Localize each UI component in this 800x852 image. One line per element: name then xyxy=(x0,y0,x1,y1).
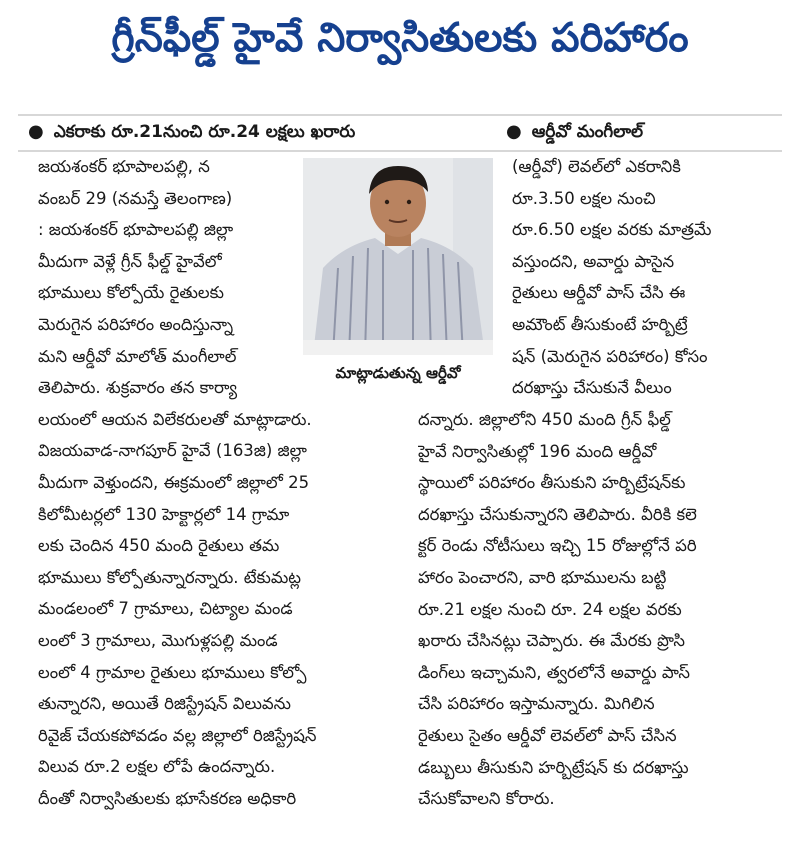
text-line: దరఖాస్తు చేసుకున్నారని తెలిపారు. వీరికి కలె xyxy=(418,504,697,524)
text-line: క్టర్ రెండు నోటీసులు ఇచ్చి 15 రోజుల్లోనే పరి xyxy=(418,536,697,556)
text-line: (ఆర్డీవో) లెవల్‌లో ఎకరానికి xyxy=(512,157,681,176)
text-line: రూ.21 లక్షల నుంచి రూ. 24 లక్షల వరకు xyxy=(418,599,682,619)
subheading-2 xyxy=(506,118,643,146)
text-line: వంబర్ 29 (నమస్తే తెలంగాణ) xyxy=(38,188,233,208)
text-line: షన్ (మెరుగైన పరిహారం) కోసం xyxy=(512,346,708,366)
text-line: హైవే నిర్వాసితుల్లో 196 మంది ఆర్డీవో xyxy=(418,441,657,461)
text-line: రూ.6.50 లక్షల వరకు మాత్రమే xyxy=(512,220,712,240)
text-line: జయశంకర్ భూపాలపల్లి, న xyxy=(38,157,210,176)
text-line: మండలంలో 7 గ్రామాలు, చిట్యాల మండ xyxy=(38,599,293,619)
headline: గ్రీన్‌ఫీల్డ్ హైవే నిర్వాసితులకు పరిహారం xyxy=(111,15,689,61)
text-line: రూ.3.50 లక్షల నుంచి xyxy=(512,188,656,208)
text-line: తెలిపారు. శుక్రవారం తన కార్యా xyxy=(38,378,237,398)
text-line: లకు చెందిన 450 మంది రైతులు తమ xyxy=(38,536,280,556)
text-line: మని ఆర్డీవో మాలోత్ మంగీలాల్ xyxy=(38,346,237,366)
subheading-1 xyxy=(28,118,355,146)
text-line: తున్నారని, అయితే రిజిస్ట్రేషన్ విలువను xyxy=(38,694,291,714)
subheading-bar xyxy=(18,114,782,152)
text-line: రైతులు ఆర్డీవో పాస్ చేసి ఈ xyxy=(512,283,686,303)
officer-photo xyxy=(303,158,493,355)
text-line: వస్తుందని, అవార్డు పాసైన xyxy=(512,251,675,271)
text-line: దన్నారు. జిల్లాలోని 450 మంది గ్రీన్ ఫీల్డ్ xyxy=(418,410,671,429)
text-line: స్థాయిలో పరిహారం తీసుకుని హర్బిట్రేషన్‌కు xyxy=(418,473,686,493)
text-line: అమౌంట్ తీసుకుంటే హర్బిట్రే xyxy=(512,314,688,334)
text-line: మీదుగా వెళ్లే గ్రీన్ ఫీల్డ్ హైవేలో xyxy=(38,251,222,271)
bullet-icon: ● xyxy=(506,121,522,142)
text-line: భూములు కోల్పోతున్నారన్నారు. టేకుమట్ల xyxy=(38,567,302,587)
text-line: డబ్బులు తీసుకుని హర్బిట్రేషన్ కు దరఖాస్తు xyxy=(418,757,689,777)
text-line: లయంలో ఆయన విలేకరులతో మాట్లాడారు. xyxy=(38,409,312,429)
bullet-icon: ● xyxy=(28,121,44,142)
column-wide xyxy=(418,404,697,815)
column-1 xyxy=(38,151,316,814)
subheading-1-text: ఎకరాకు రూ.21నుంచి రూ.24 లక్షలు ఖరారు xyxy=(53,122,356,142)
subheading-2-text: ఆర్డీవో మంగీలాల్ xyxy=(531,122,644,142)
text-line: హారం పెంచారని, వారి భూములను బట్టి xyxy=(418,567,667,587)
text-line: లంలో 3 గ్రామాలు, మొగుళ్లపల్లి మండ xyxy=(38,630,278,650)
text-line: భూములు కోల్పోయే రైతులకు xyxy=(38,283,224,303)
text-line: ఖరారు చేసినట్లు చెప్పారు. ఈ మేరకు ప్రొసి xyxy=(418,631,685,651)
text-line: కిలోమీటర్లలో 130 హెక్టార్లలో 14 గ్రామా xyxy=(38,504,290,524)
text-line: : జయశంకర్ భూపాలపల్లి జిల్లా xyxy=(38,220,234,240)
text-line: చేసి పరిహారం ఇస్తామన్నారు. మిగిలిన xyxy=(418,694,655,714)
column-3 xyxy=(512,151,711,404)
text-line: విలువ రూ.2 లక్షల లోపే ఉందన్నారు. xyxy=(38,757,276,777)
text-line: లంలో 4 గ్రామాల రైతులు భూములు కోల్పో xyxy=(38,662,307,682)
text-line: రివైజ్ చేయకపోవడం వల్ల జిల్లాలో రిజిస్ట్రేషన్ xyxy=(38,725,317,745)
text-line: దరఖాస్తు చేసుకునే వీలుం xyxy=(512,378,672,398)
text-line: డింగ్‌లు ఇచ్చామని, త్వరలోనే అవార్డు పాస్ xyxy=(418,662,690,682)
photo-caption: మాట్లాడుతున్న ఆర్డీవో xyxy=(335,364,461,382)
text-line: రైతులు సైతం ఆర్డీవో లెవల్‌లో పాస్ చేసిన xyxy=(418,725,677,745)
text-line: విజయవాడ-నాగపూర్ హైవే (163జి) జిల్లా xyxy=(38,441,307,461)
text-line: మెరుగైన పరిహారం అందిస్తున్నా xyxy=(38,314,234,334)
text-line: దీంతో నిర్వాసితులకు భూసేకరణ అధికారి xyxy=(38,788,297,808)
text-line: చేసుకోవాలని కోరారు. xyxy=(418,789,555,809)
text-line: మీదుగా వెళ్తుందని, ఈక్రమంలో జిల్లాలో 25 xyxy=(38,472,310,492)
